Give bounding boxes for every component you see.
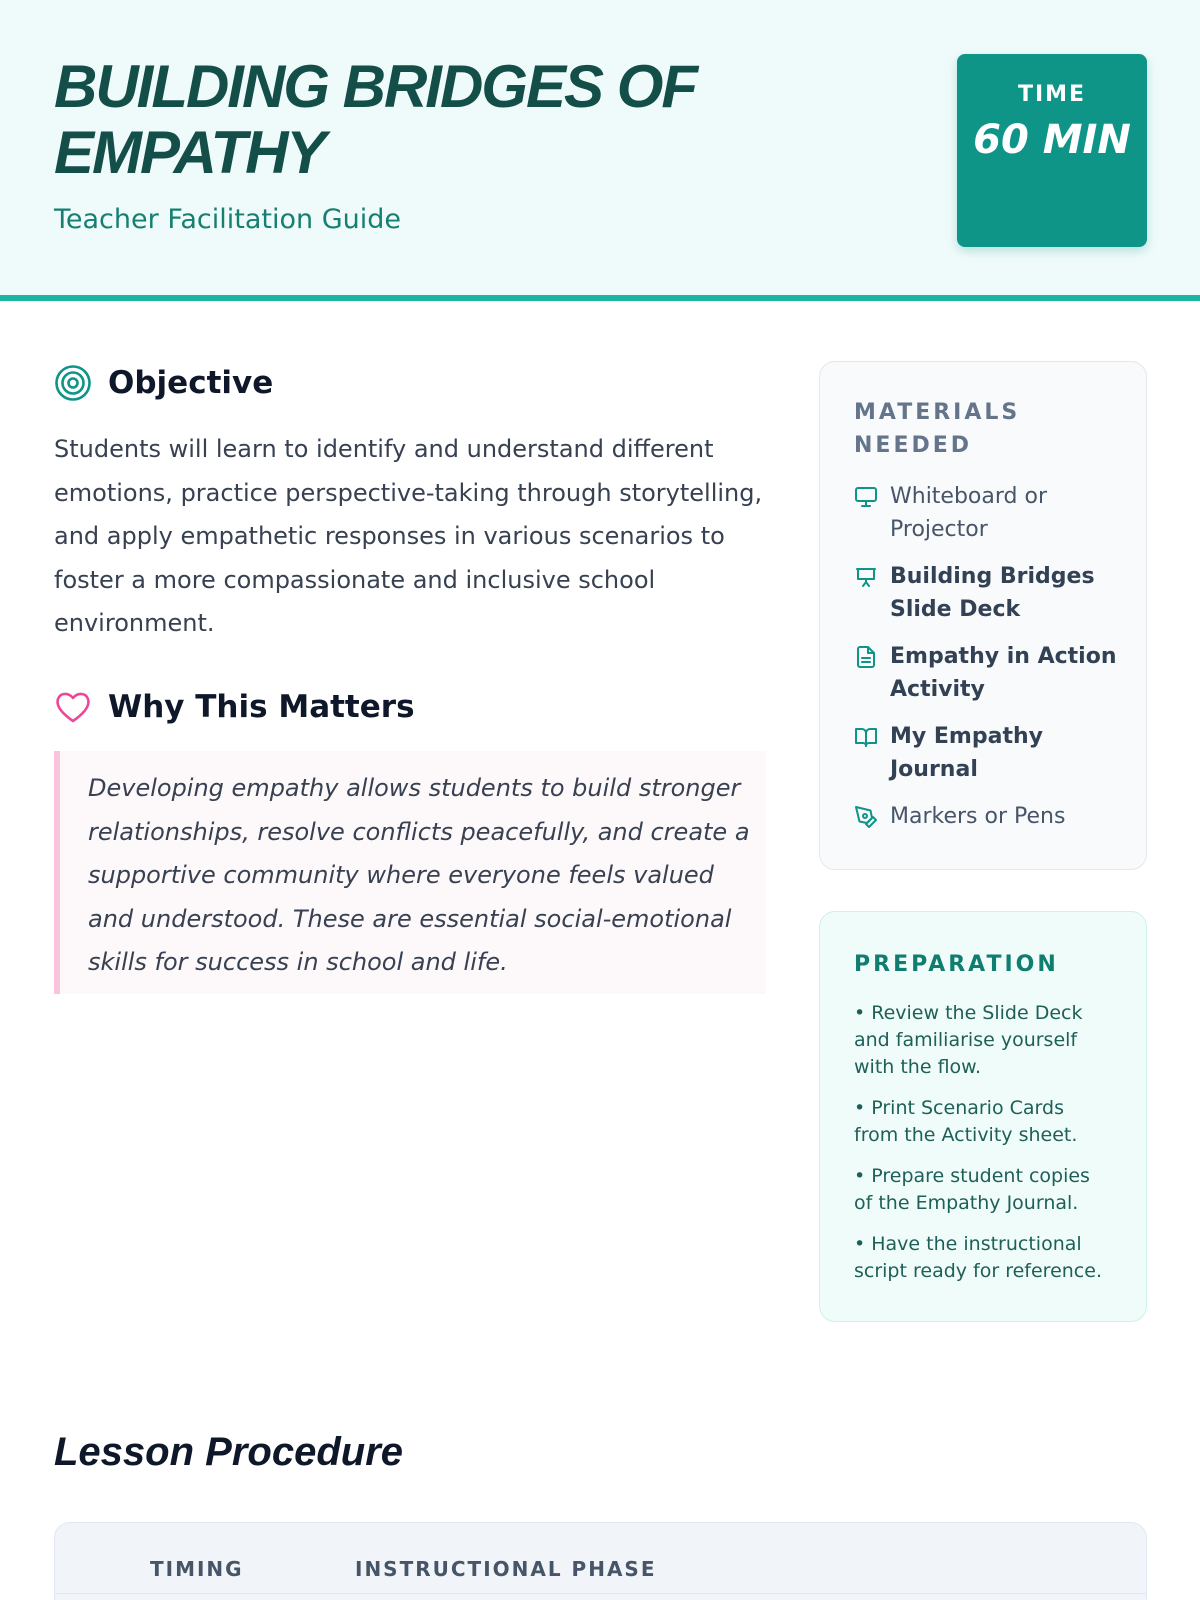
monitor-icon: [854, 485, 880, 511]
list-item: • Have the instructional script ready for reference.: [854, 1233, 1102, 1282]
list-item: [854, 640, 1134, 706]
why-heading: [54, 688, 415, 726]
page-title: BUILDING BRIDGES OF EMPATHY: [54, 53, 697, 186]
materials-list: [854, 480, 1134, 847]
list-item: • Review the Slide Deck and familiarise yourself with the flow.: [854, 1002, 1083, 1078]
column-header-phase: INSTRUCTIONAL PHASE: [355, 1557, 657, 1581]
pen-icon: [854, 805, 880, 831]
list-item: [854, 720, 1134, 786]
target-icon: [54, 364, 92, 402]
table-divider: [55, 1593, 1146, 1594]
material-label: Whiteboard or Projector: [890, 484, 1047, 542]
materials-title: MATERIALS NEEDED: [854, 400, 1021, 458]
list-item: [854, 800, 1134, 833]
procedure-table: [54, 1522, 1147, 1600]
objective-text: Students will learn to identify and understand different emotions, practice perspective-taking through storytelling, and apply empathetic responses in various scenarios to foster a more compassionate and inclusive school environment.: [54, 435, 763, 637]
objective-title: Objective: [108, 365, 274, 401]
why-quote: Developing empathy allows students to build stronger relationships, resolve conflicts peacefully, and create a supportive community where everyone feels valued and understood. These are essential social-emotional skills for success in school and life.: [54, 751, 766, 994]
material-label: My Empathy Journal: [890, 724, 1043, 782]
header-banner: [0, 0, 1200, 301]
materials-card: [819, 361, 1147, 870]
document-icon: [854, 645, 880, 671]
time-badge: [957, 54, 1147, 247]
book-icon: [854, 725, 880, 751]
heart-icon: [54, 688, 92, 726]
material-label: Building Bridges Slide Deck: [890, 564, 1095, 622]
list-item: • Prepare student copies of the Empathy Journal.: [854, 1165, 1090, 1214]
list-item: [854, 480, 1134, 546]
list-item: • Print Scenario Cards from the Activity sheet.: [854, 1097, 1078, 1146]
preparation-title: PREPARATION: [854, 952, 1059, 977]
objective-heading: [54, 364, 273, 402]
why-title: Why This Matters: [108, 689, 415, 725]
procedure-title: Lesson Procedure: [54, 1430, 404, 1474]
material-label: Markers or Pens: [890, 804, 1066, 829]
material-label: Empathy in Action Activity: [890, 644, 1117, 702]
time-label: TIME: [1017, 82, 1087, 107]
preparation-card: [819, 911, 1147, 1322]
presentation-icon: [854, 565, 880, 591]
preparation-list: [854, 1000, 1114, 1299]
page-subtitle: Teacher Facilitation Guide: [54, 204, 401, 235]
column-header-timing: TIMING: [150, 1557, 244, 1581]
time-value: 60 MIN: [973, 117, 1131, 163]
list-item: [854, 560, 1134, 626]
